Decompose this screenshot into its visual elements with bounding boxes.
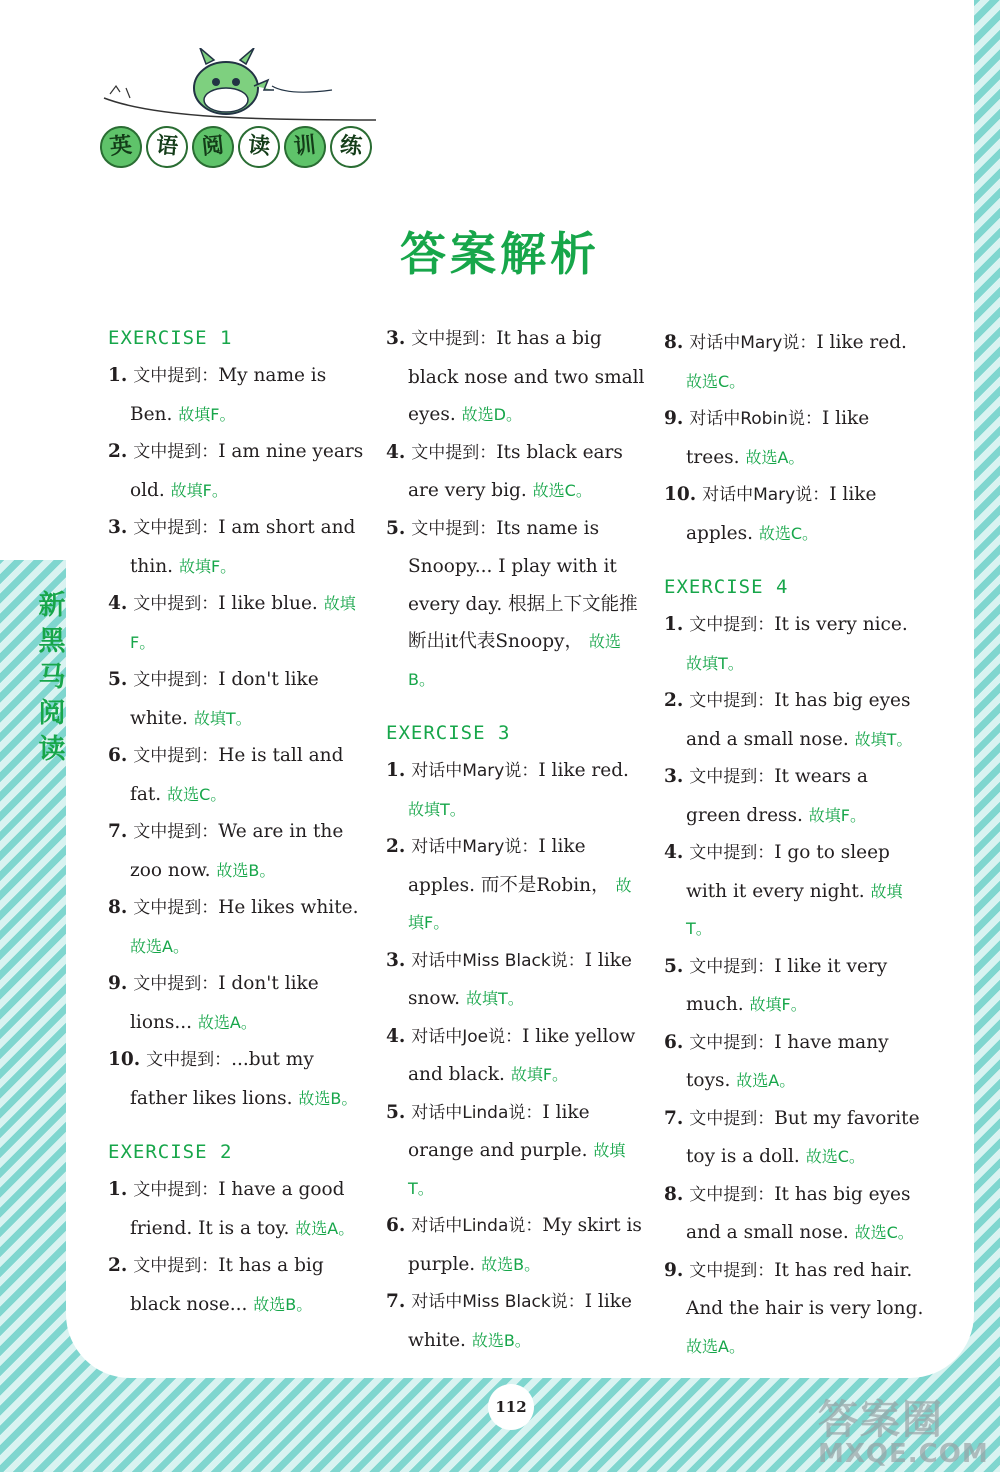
logo-title-char: 语	[144, 124, 190, 170]
item-answer: 故选C。	[686, 371, 746, 391]
item-text: It has big eyes and a small nose.	[686, 1183, 911, 1243]
item-answer: 故填F。	[178, 404, 236, 424]
answer-item	[386, 1094, 646, 1208]
item-number: 5.	[664, 955, 684, 977]
answer-item	[664, 1252, 924, 1366]
answer-item	[664, 834, 924, 948]
item-lead: 对话中Joe说：	[411, 1026, 523, 1047]
item-text: I like apples.	[686, 484, 877, 544]
answer-item	[108, 1171, 368, 1247]
answer-item	[386, 752, 646, 828]
item-lead: 文中提到：	[689, 843, 775, 863]
item-answer: 故选C。	[758, 523, 819, 543]
item-answer: 故选A。	[736, 1071, 796, 1090]
answer-item	[664, 682, 924, 758]
logo-title-char: 读	[236, 124, 282, 170]
item-lead: 对话中Robin说：	[689, 409, 822, 429]
item-text: I am nine years old.	[130, 441, 364, 501]
item-lead: 文中提到：	[133, 1180, 219, 1200]
item-number: 2.	[108, 1255, 128, 1276]
answer-item	[664, 948, 924, 1024]
item-number: 4.	[664, 842, 684, 863]
item-lead: 文中提到：	[689, 615, 775, 635]
item-lead: 文中提到：	[133, 822, 219, 842]
item-number: 4.	[108, 593, 128, 614]
item-number: 10.	[108, 1049, 141, 1070]
item-text: It is very nice.	[774, 614, 908, 635]
answer-item	[108, 889, 368, 965]
answer-column-3	[664, 324, 924, 1365]
item-text: I like white.	[408, 1291, 632, 1351]
answer-item	[386, 942, 646, 1018]
item-answer: 故选A。	[686, 1336, 745, 1356]
item-text: I like apples. 而不是Robin，	[408, 836, 610, 896]
item-number: 8.	[664, 1183, 684, 1205]
item-answer: 故填F。	[408, 875, 632, 932]
item-lead: 文中提到：	[411, 518, 497, 539]
answer-item	[386, 1283, 646, 1359]
item-number: 3.	[386, 328, 406, 349]
item-text: I like blue.	[218, 593, 318, 614]
answer-item	[386, 1207, 646, 1283]
answer-item	[108, 965, 368, 1041]
item-text: My skirt is purple.	[408, 1215, 642, 1275]
item-number: 8.	[108, 897, 128, 918]
item-number: 9.	[664, 1259, 684, 1281]
item-number: 4.	[386, 441, 406, 463]
side-title-char: 马	[38, 662, 66, 693]
item-answer: 故选B。	[253, 1294, 313, 1314]
item-answer: 故选C。	[532, 481, 592, 500]
item-text: My name is Ben.	[130, 365, 327, 425]
answer-item	[108, 737, 368, 813]
item-text: We are in the zoo now.	[130, 821, 344, 881]
exercise-heading: EXERCISE 2	[108, 1141, 233, 1163]
item-lead: 文中提到：	[411, 329, 497, 349]
item-text: It has big eyes and a small nose.	[686, 690, 911, 750]
item-lead: 文中提到：	[411, 442, 497, 463]
item-lead: 对话中Mary说：	[411, 761, 539, 781]
answer-item	[664, 324, 924, 400]
item-answer: 故选B。	[298, 1088, 358, 1108]
item-text: It wears a green dress.	[686, 766, 868, 826]
item-lead: 文中提到：	[689, 767, 775, 787]
item-number: 9.	[108, 973, 128, 994]
answer-item	[664, 606, 924, 682]
answer-item	[664, 1100, 924, 1176]
page-number: 112	[488, 1384, 534, 1430]
item-lead: 对话中Linda说：	[411, 1102, 543, 1123]
item-text: He is tall and fat.	[130, 745, 344, 805]
item-text: But my favorite toy is a doll.	[686, 1107, 920, 1167]
exercise-heading: EXERCISE 4	[664, 576, 789, 598]
item-answer: 故填T。	[408, 799, 466, 819]
item-text: I am short and thin.	[130, 517, 356, 577]
item-lead: 文中提到：	[689, 956, 775, 977]
side-series-title	[34, 588, 70, 768]
item-lead: 对话中Linda说：	[411, 1216, 543, 1236]
answer-item	[108, 661, 368, 737]
item-number: 5.	[108, 669, 128, 690]
answer-item	[664, 1176, 924, 1252]
item-lead: 文中提到：	[133, 898, 219, 918]
answer-item	[664, 476, 924, 552]
answer-item	[108, 585, 368, 661]
item-text: He likes white.	[218, 897, 359, 918]
item-number: 7.	[108, 821, 128, 842]
item-number: 1.	[108, 1179, 128, 1200]
item-text: I like it very much.	[686, 955, 888, 1015]
item-number: 6.	[386, 1215, 406, 1236]
item-number: 2.	[664, 690, 684, 711]
book-series-title	[100, 126, 372, 168]
item-lead: 文中提到：	[133, 442, 219, 462]
item-answer: 故填F。	[510, 1065, 569, 1084]
exercise-heading: EXERCISE 3	[386, 722, 511, 744]
item-lead: 文中提到：	[133, 1256, 219, 1276]
side-title-char: 阅	[38, 698, 66, 729]
item-number: 2.	[108, 441, 128, 462]
item-lead: 对话中Miss Black说：	[411, 950, 585, 971]
item-answer: 故填F。	[130, 594, 356, 652]
item-answer: 故填T。	[854, 729, 913, 749]
answer-item	[664, 758, 924, 834]
item-number: 1.	[386, 760, 406, 781]
side-title-char: 黑	[38, 626, 66, 657]
item-number: 3.	[386, 949, 406, 971]
answer-item	[386, 434, 646, 510]
item-number: 5.	[386, 1101, 406, 1123]
answer-item	[108, 1041, 368, 1117]
item-answer: 故选C。	[805, 1147, 865, 1166]
item-lead: 文中提到：	[689, 1032, 775, 1053]
exercise-heading: EXERCISE 1	[108, 327, 233, 349]
item-answer: 故填T。	[465, 989, 524, 1008]
item-lead: 对话中Mary说：	[411, 837, 539, 857]
item-answer: 故选B。	[408, 632, 621, 689]
answer-item	[386, 510, 646, 699]
watermark-text: 答案圈	[818, 1397, 944, 1443]
item-number: 5.	[386, 517, 406, 539]
item-text: I like red.	[538, 760, 629, 781]
item-answer: 故选A。	[130, 936, 189, 956]
item-number: 9.	[664, 408, 684, 429]
logo-title-char: 训	[282, 124, 328, 170]
answer-column-1	[108, 320, 368, 1323]
watermark-url: MXQE.COM	[818, 1439, 989, 1469]
item-answer: 故选C。	[167, 784, 227, 804]
item-text: Its name is Snoopy... I play with it every day. 根据上下文能推断出it代表Snoopy，	[408, 517, 638, 652]
item-lead: 文中提到：	[689, 1260, 775, 1281]
item-answer: 故填T。	[408, 1141, 626, 1198]
item-answer: 故选D。	[461, 405, 522, 424]
item-answer: 故选A。	[295, 1218, 355, 1238]
item-answer: 故选A。	[197, 1012, 257, 1032]
item-answer: 故选B。	[216, 860, 276, 880]
item-number: 6.	[664, 1031, 684, 1053]
item-number: 3.	[108, 517, 128, 538]
watermark-logo	[818, 1388, 989, 1469]
logo-title-char: 英	[98, 124, 144, 170]
item-answer: 故填T。	[686, 653, 744, 673]
item-text: I like yellow and black.	[408, 1025, 636, 1085]
item-answer: 故填T。	[193, 708, 252, 728]
item-lead: 对话中Miss Black说：	[411, 1292, 585, 1312]
item-lead: 文中提到：	[146, 1050, 232, 1070]
item-lead: 文中提到：	[689, 1184, 775, 1205]
item-lead: 文中提到：	[689, 691, 775, 711]
item-lead: 文中提到：	[133, 366, 219, 386]
side-title-char: 读	[38, 734, 66, 765]
item-answer: 故填F。	[170, 480, 228, 500]
answer-item	[108, 1247, 368, 1323]
logo-title-char: 阅	[190, 124, 236, 170]
item-number: 7.	[386, 1291, 406, 1312]
answer-item	[108, 509, 368, 585]
item-answer: 故选A。	[745, 447, 805, 467]
answer-item	[386, 1018, 646, 1094]
item-lead: 文中提到：	[133, 974, 219, 994]
item-answer: 故填F。	[178, 556, 237, 576]
item-text: I like orange and purple.	[408, 1101, 590, 1161]
item-number: 1.	[664, 614, 684, 635]
item-number: 6.	[108, 745, 128, 766]
answer-item	[108, 813, 368, 889]
item-number: 2.	[386, 836, 406, 857]
logo-title-char: 练	[328, 124, 374, 170]
item-number: 4.	[386, 1025, 406, 1047]
item-lead: 对话中Mary说：	[689, 333, 817, 353]
item-answer: 故填T。	[686, 881, 903, 938]
answer-column-2	[386, 320, 646, 1359]
item-lead: 文中提到：	[133, 746, 219, 766]
item-text: I go to sleep with it every night.	[686, 842, 890, 902]
item-answer: 故选B。	[471, 1330, 531, 1350]
item-answer: 故填F。	[749, 995, 807, 1014]
item-lead: 文中提到：	[133, 594, 219, 614]
answer-item	[108, 357, 368, 433]
item-answer: 故选B。	[481, 1254, 541, 1274]
side-title-char: 新	[38, 590, 66, 621]
answer-item	[664, 400, 924, 476]
item-text: I like snow.	[408, 949, 632, 1009]
item-number: 8.	[664, 332, 684, 353]
answer-item	[386, 828, 646, 942]
item-text: I don't like lions...	[130, 973, 319, 1033]
item-number: 7.	[664, 1107, 684, 1129]
item-number: 10.	[664, 484, 697, 505]
item-text: I have a good friend. It is a toy.	[130, 1179, 345, 1239]
answer-item	[386, 320, 646, 434]
item-text: ...but my father likes lions.	[130, 1049, 314, 1109]
item-text: I like trees.	[686, 408, 870, 468]
item-answer: 故填F。	[808, 805, 866, 825]
item-answer: 故选C。	[854, 1223, 914, 1242]
item-text: I like red.	[816, 332, 907, 353]
item-number: 3.	[664, 766, 684, 787]
item-text: It has red hair. And the hair is very long.	[686, 1259, 924, 1319]
item-text: I don't like white.	[130, 669, 319, 729]
item-text: Its black ears are very big.	[408, 441, 623, 501]
item-lead: 对话中Mary说：	[702, 485, 830, 505]
item-text: It has a big black nose and two small eyes.	[408, 328, 645, 425]
item-lead: 文中提到：	[133, 670, 219, 690]
answer-item	[664, 1024, 924, 1100]
page-title: 答案解析	[400, 227, 600, 281]
item-lead: 文中提到：	[689, 1108, 775, 1129]
item-lead: 文中提到：	[133, 518, 219, 538]
item-text: It has a big black nose...	[130, 1255, 324, 1315]
item-text: I have many toys.	[686, 1031, 889, 1091]
item-number: 1.	[108, 365, 128, 386]
answer-item	[108, 433, 368, 509]
